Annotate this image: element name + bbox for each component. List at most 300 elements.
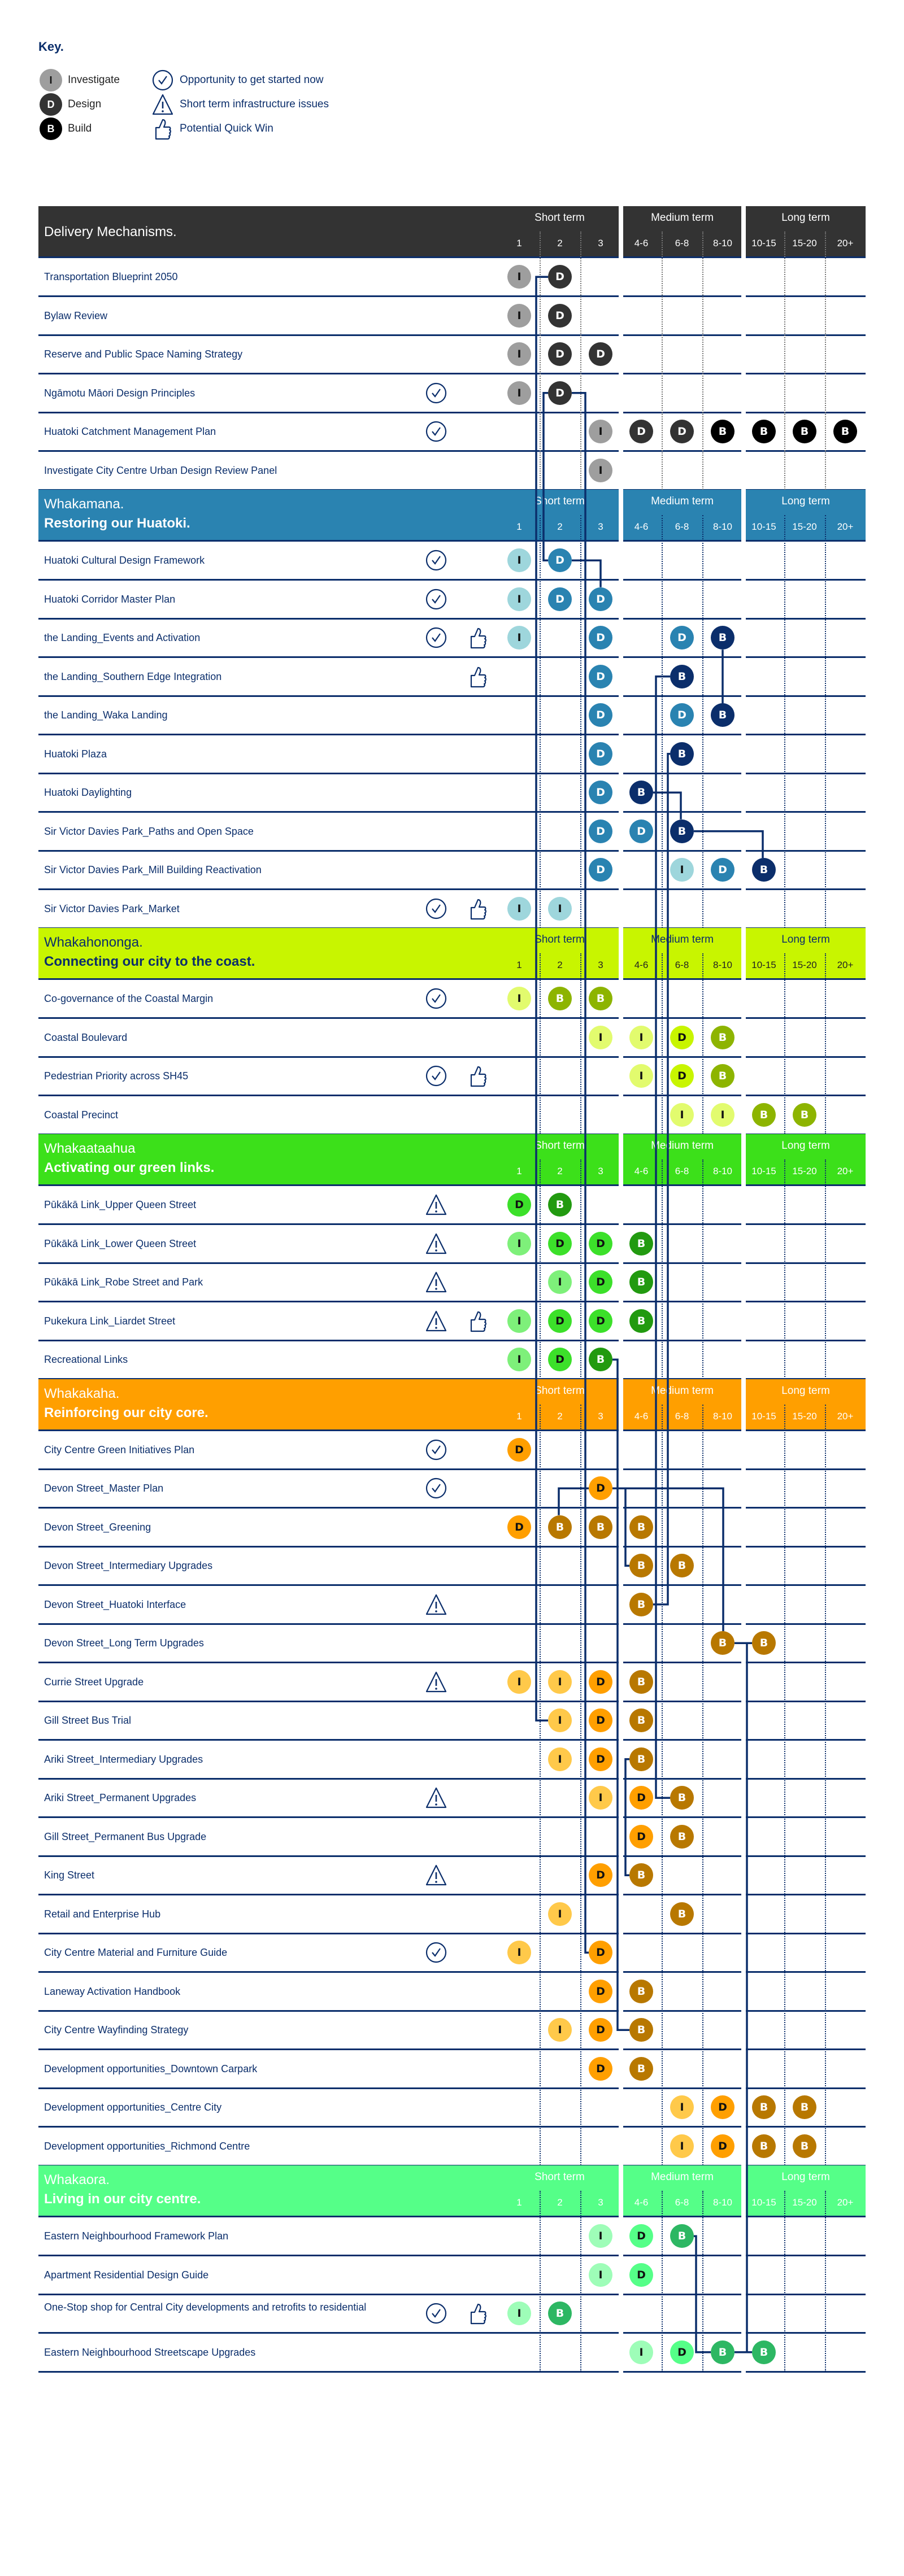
row-divider — [746, 773, 866, 774]
project-name[interactable]: One-Stop shop for Central City developments and retrofits to residential — [44, 2302, 367, 2313]
connector-line — [612, 1359, 629, 2030]
phase-badge-build: B — [833, 420, 857, 443]
project-name[interactable]: Ariki Street_Intermediary Upgrades — [44, 1753, 203, 1765]
row-divider — [38, 1933, 501, 1934]
row-divider — [623, 656, 741, 658]
project-name[interactable]: Gill Street_Permanent Bus Upgrade — [44, 1830, 207, 1842]
phase-badge-build: B — [752, 1631, 776, 1655]
project-name[interactable]: Currie Street Upgrade — [44, 1676, 144, 1688]
row-divider — [38, 1894, 501, 1895]
project-name[interactable]: Investigate City Centre Urban Design Review Panel — [44, 464, 277, 476]
term-header-short-term — [501, 2165, 619, 2217]
connector-line — [559, 1488, 589, 1515]
row-divider — [746, 1778, 866, 1780]
row-divider — [38, 656, 501, 658]
phase-badge-build: B — [711, 1631, 734, 1655]
term-header-long-term — [746, 2165, 866, 2217]
row-divider — [501, 1662, 619, 1663]
phase-badge-investigate: I — [548, 2018, 572, 2042]
project-name[interactable]: Ariki Street_Permanent Upgrades — [44, 1792, 197, 1804]
phase-badge-build: B — [711, 2340, 734, 2364]
row-divider — [38, 2371, 501, 2373]
row-divider — [746, 1095, 866, 1096]
row-divider — [623, 734, 741, 735]
phase-badge-build: B — [629, 1270, 653, 1294]
row-divider — [38, 540, 501, 542]
check-circle-icon — [425, 1439, 447, 1461]
project-name[interactable]: Huatoki Plaza — [44, 748, 107, 760]
row-divider — [623, 888, 741, 890]
row-divider — [623, 2048, 741, 2050]
year-column-label: 20+ — [837, 1410, 854, 1422]
row-divider — [501, 1855, 619, 1857]
project-name[interactable]: Retail and Enterprise Hub — [44, 1908, 161, 1920]
key-label: Investigate — [68, 74, 120, 86]
row-divider — [623, 373, 741, 374]
row-divider — [38, 1262, 501, 1264]
row-divider — [38, 256, 501, 258]
year-column-label: 15-20 — [792, 1166, 817, 1176]
project-name[interactable]: Pūkākā Link_Robe Street and Park — [44, 1276, 203, 1288]
row-divider — [623, 412, 741, 413]
row-divider — [38, 888, 501, 890]
column-divider — [662, 1160, 663, 1379]
phase-badge-design: D — [589, 703, 612, 727]
warning-triangle-icon — [425, 1671, 447, 1693]
thumbs-up-icon — [467, 665, 489, 688]
year-column-label: 3 — [598, 2197, 603, 2208]
phase-badge-investigate: I — [589, 2263, 612, 2287]
row-divider — [501, 1894, 619, 1895]
connector-line — [747, 1643, 752, 2352]
project-name[interactable]: City Centre Material and Furniture Guide — [44, 1947, 228, 1959]
section-header — [38, 2165, 501, 2217]
year-column-label: 6-8 — [675, 238, 689, 249]
phase-badge-investigate: I — [589, 1786, 612, 1810]
row-divider — [38, 1095, 501, 1096]
row-divider — [746, 2126, 866, 2128]
project-name[interactable]: Sir Victor Davies Park_Market — [44, 903, 180, 914]
project-name[interactable]: Pūkākā Link_Lower Queen Street — [44, 1237, 197, 1249]
project-name[interactable]: King Street — [44, 1869, 95, 1881]
column-divider — [702, 515, 703, 928]
project-name[interactable]: the Landing_Events and Activation — [44, 632, 201, 644]
project-name[interactable]: Sir Victor Davies Park_Paths and Open Space — [44, 825, 254, 837]
column-divider — [580, 2191, 581, 2372]
project-name[interactable]: Huatoki Corridor Master Plan — [44, 593, 176, 605]
check-circle-icon — [425, 549, 447, 572]
phase-badge-investigate: I — [670, 2134, 694, 2158]
row-divider — [38, 1340, 501, 1341]
row-divider — [38, 2294, 501, 2295]
thumbs-up-icon — [467, 897, 489, 920]
row-divider — [623, 1223, 741, 1225]
term-header-medium-term — [623, 1134, 741, 1185]
check-circle-icon — [425, 420, 447, 443]
phase-badge-design: D — [589, 1670, 612, 1694]
project-name[interactable]: Ngāmotu Māori Design Principles — [44, 387, 195, 399]
column-divider — [662, 2191, 663, 2372]
phase-badge-investigate: I — [507, 265, 531, 289]
thumbs-up-icon — [467, 1065, 489, 1087]
row-divider — [38, 2255, 501, 2256]
row-divider — [501, 734, 619, 735]
term-header-medium-term — [623, 1379, 741, 1431]
column-divider — [825, 232, 826, 490]
column-divider — [702, 953, 703, 1134]
term-label: Medium term — [651, 212, 714, 224]
check-circle-icon — [425, 1065, 447, 1087]
row-divider — [38, 2048, 501, 2050]
check-circle-icon — [425, 897, 447, 920]
project-name[interactable]: Pukekura Link_Liardet Street — [44, 1315, 176, 1327]
section-subtitle: Activating our green links. — [44, 1160, 215, 1175]
row-divider — [501, 1223, 619, 1225]
project-name[interactable]: Devon Street_Greening — [44, 1521, 151, 1533]
row-divider — [501, 1623, 619, 1625]
phase-badge-investigate: I — [711, 1103, 734, 1127]
column-divider — [540, 1405, 541, 2166]
phase-badge-investigate: I — [629, 1064, 653, 1088]
row-divider — [38, 1739, 501, 1741]
row-divider — [501, 295, 619, 297]
phase-badge-build: B — [752, 420, 776, 443]
year-column-label: 10-15 — [751, 521, 776, 532]
row-divider — [746, 1855, 866, 1857]
project-name[interactable]: Devon Street_Huatoki Interface — [44, 1598, 186, 1610]
phase-badge-design: D — [711, 858, 734, 882]
row-divider — [501, 540, 619, 542]
phase-badge-investigate: I — [548, 1708, 572, 1732]
row-divider — [623, 978, 741, 980]
phase-badge-build: B — [670, 742, 694, 766]
connector-line — [656, 677, 670, 1798]
year-column-label: 1 — [516, 2197, 522, 2208]
row-divider — [623, 1301, 741, 1302]
row-divider — [38, 1855, 501, 1857]
warning-triangle-icon — [425, 1232, 447, 1255]
row-divider — [623, 1017, 741, 1019]
term-label: Medium term — [651, 495, 714, 507]
row-divider — [38, 1662, 501, 1663]
project-name[interactable]: City Centre Wayfinding Strategy — [44, 2024, 189, 2036]
row-divider — [38, 1971, 501, 1973]
term-header-long-term — [746, 206, 866, 258]
row-divider — [38, 2332, 501, 2334]
phase-badge-investigate: I — [589, 459, 612, 482]
project-name[interactable]: the Landing_Southern Edge Integration — [44, 670, 222, 682]
section-header — [38, 928, 501, 979]
row-divider — [623, 773, 741, 774]
section-title: Delivery Mechanisms. — [44, 224, 177, 239]
row-divider — [746, 618, 866, 620]
project-name[interactable]: Pūkākā Link_Upper Queen Street — [44, 1199, 197, 1211]
row-divider — [38, 412, 501, 413]
row-divider — [746, 1017, 866, 1019]
column-divider — [784, 953, 785, 1134]
phase-badge-investigate: I — [548, 1270, 572, 1294]
year-column-label: 1 — [516, 238, 522, 249]
column-divider — [825, 1405, 826, 2166]
row-divider — [501, 1056, 619, 1058]
phase-badge-design: D — [548, 265, 572, 289]
row-divider — [38, 811, 501, 813]
project-name[interactable]: Reserve and Public Space Naming Strategy — [44, 348, 243, 360]
project-name[interactable]: Coastal Boulevard — [44, 1031, 128, 1043]
phase-badge-build: B — [629, 2057, 653, 2081]
project-name[interactable]: Laneway Activation Handbook — [44, 1985, 181, 1997]
row-divider — [623, 1855, 741, 1857]
phase-badge-design: D — [629, 2224, 653, 2248]
column-divider — [662, 515, 663, 928]
row-divider — [746, 256, 866, 258]
row-divider — [38, 1017, 501, 1019]
row-divider — [38, 450, 501, 452]
row-divider — [501, 256, 619, 258]
row-divider — [501, 334, 619, 336]
project-name[interactable]: Sir Victor Davies Park_Mill Building Reactivation — [44, 864, 262, 876]
row-divider — [38, 1701, 501, 1702]
thumbs-up-icon — [467, 2302, 489, 2325]
term-header-short-term — [501, 1379, 619, 1431]
row-divider — [746, 734, 866, 735]
row-divider — [746, 1223, 866, 1225]
row-divider — [746, 2010, 866, 2012]
year-column-label: 20+ — [837, 521, 854, 532]
column-divider — [662, 953, 663, 1134]
term-header-long-term — [746, 928, 866, 979]
phase-badge-design: D — [629, 820, 653, 843]
project-name[interactable]: Devon Street_Master Plan — [44, 1483, 164, 1494]
project-name[interactable]: Devon Street_Long Term Upgrades — [44, 1637, 204, 1649]
key-item-design — [40, 93, 101, 116]
row-divider — [38, 1301, 501, 1302]
phase-badge-design: D — [589, 781, 612, 804]
year-column-label: 4-6 — [634, 238, 649, 249]
row-divider — [38, 1584, 501, 1586]
row-divider — [38, 334, 501, 336]
row-divider — [501, 2371, 619, 2373]
term-label: Short term — [534, 495, 585, 507]
phase-badge-build: B — [793, 1103, 816, 1127]
row-divider — [501, 1340, 619, 1341]
row-divider — [623, 1701, 741, 1702]
project-name[interactable]: Transportation Blueprint 2050 — [44, 271, 178, 283]
project-name[interactable]: Coastal Precinct — [44, 1109, 119, 1121]
phase-badge-build: B — [548, 2302, 572, 2325]
phase-badge-design: D — [507, 1515, 531, 1539]
row-divider — [501, 1184, 619, 1186]
row-divider — [623, 2126, 741, 2128]
phase-badge-design: D — [670, 420, 694, 443]
row-divider — [38, 695, 501, 697]
term-header-short-term — [501, 1134, 619, 1185]
phase-badge-design: D — [589, 1980, 612, 2003]
term-header-long-term — [746, 490, 866, 541]
check-circle-icon — [425, 2302, 447, 2325]
project-name[interactable]: Devon Street_Intermediary Upgrades — [44, 1560, 213, 1572]
project-name[interactable]: Huatoki Cultural Design Framework — [44, 555, 205, 566]
project-name[interactable]: City Centre Green Initiatives Plan — [44, 1444, 195, 1455]
row-divider — [746, 2216, 866, 2217]
section-subtitle: Connecting our city to the coast. — [44, 954, 255, 969]
phase-badge-design: D — [589, 1232, 612, 1256]
row-divider — [38, 1623, 501, 1625]
row-divider — [501, 1933, 619, 1934]
project-name[interactable]: Bylaw Review — [44, 310, 108, 321]
project-name[interactable]: Pedestrian Priority across SH45 — [44, 1070, 189, 1082]
year-column-label: 2 — [557, 1166, 563, 1176]
term-label: Medium term — [651, 1384, 714, 1397]
term-label: Long term — [781, 212, 830, 224]
term-header-medium-term — [623, 490, 741, 541]
phase-badge-build: B — [670, 2224, 694, 2248]
row-divider — [623, 618, 741, 620]
key-item-check-circle — [151, 69, 324, 91]
year-column-label: 6-8 — [675, 521, 689, 532]
column-divider — [702, 232, 703, 490]
project-name[interactable]: Development opportunities_Downtown Carpark — [44, 2063, 258, 2074]
phase-badge-build: B — [670, 820, 694, 843]
thumbs-up-icon — [151, 117, 174, 140]
year-column-label: 1 — [516, 1166, 522, 1176]
phase-badge-build: B — [793, 420, 816, 443]
row-divider — [623, 540, 741, 542]
row-divider — [746, 978, 866, 980]
term-header-long-term — [746, 1379, 866, 1431]
row-divider — [746, 579, 866, 581]
phase-badge-investigate: I — [548, 1670, 572, 1694]
warning-triangle-icon — [151, 93, 174, 116]
column-divider — [702, 2191, 703, 2372]
row-divider — [623, 1662, 741, 1663]
project-name[interactable]: Apartment Residential Design Guide — [44, 2269, 209, 2281]
row-divider — [501, 1017, 619, 1019]
project-name[interactable]: Co-governance of the Coastal Margin — [44, 993, 214, 1005]
column-divider — [825, 2191, 826, 2372]
section-header — [38, 490, 501, 541]
key-item-warning-triangle — [151, 93, 329, 116]
row-divider — [501, 656, 619, 658]
year-column-label: 8-10 — [712, 960, 733, 970]
phase-badge-investigate: I — [507, 2302, 531, 2325]
row-divider — [501, 695, 619, 697]
check-circle-icon — [425, 987, 447, 1010]
phase-badge-investigate: I — [507, 897, 531, 921]
row-divider — [501, 373, 619, 374]
row-divider — [746, 1429, 866, 1431]
row-divider — [623, 1971, 741, 1973]
row-divider — [746, 1662, 866, 1663]
row-divider — [38, 579, 501, 581]
row-divider — [38, 773, 501, 774]
phase-badge-build: B — [670, 1825, 694, 1849]
column-divider — [540, 1160, 541, 1379]
row-divider — [501, 2255, 619, 2256]
warning-triangle-icon — [425, 1193, 447, 1216]
phase-badge-build: B — [711, 1064, 734, 1088]
phase-badge-investigate: I — [507, 1670, 531, 1694]
row-divider — [623, 1816, 741, 1818]
column-divider — [580, 953, 581, 1134]
key-title: Key. — [38, 40, 64, 54]
row-divider — [746, 811, 866, 813]
phase-badge-investigate: I — [589, 420, 612, 443]
term-header-short-term — [501, 206, 619, 258]
row-divider — [746, 1301, 866, 1302]
project-name[interactable]: Eastern Neighbourhood Framework Plan — [44, 2230, 229, 2242]
phase-badge-investigate: I — [548, 1747, 572, 1771]
column-divider — [825, 1160, 826, 1379]
row-divider — [501, 2010, 619, 2012]
project-name[interactable]: the Landing_Waka Landing — [44, 709, 168, 721]
term-label: Long term — [781, 1140, 830, 1152]
key-label: Opportunity to get started now — [180, 74, 324, 86]
phase-badge-design: D — [629, 1825, 653, 1849]
year-column-label: 3 — [598, 1410, 603, 1422]
project-name[interactable]: Development opportunities_Centre City — [44, 2102, 222, 2113]
row-divider — [38, 1816, 501, 1818]
year-column-label: 6-8 — [675, 2197, 689, 2208]
phase-badge-build: B — [629, 1554, 653, 1577]
row-divider — [746, 1739, 866, 1741]
phase-badge-investigate: I — [507, 342, 531, 366]
phase-build-badge: B — [40, 117, 62, 140]
year-column-label: 2 — [557, 1410, 563, 1422]
connector-line — [612, 1488, 629, 1566]
phase-badge-design: D — [589, 1309, 612, 1333]
project-name[interactable]: Gill Street Bus Trial — [44, 1715, 132, 1727]
project-name[interactable]: Huatoki Daylighting — [44, 787, 132, 799]
phase-badge-design: D — [629, 1786, 653, 1810]
year-column-label: 8-10 — [712, 1166, 733, 1176]
term-label: Medium term — [651, 934, 714, 945]
row-divider — [623, 695, 741, 697]
connector-line — [612, 1488, 723, 1631]
phase-badge-investigate: I — [507, 1232, 531, 1256]
year-column-label: 3 — [598, 1166, 603, 1176]
year-column-label: 2 — [557, 2197, 563, 2208]
project-name[interactable]: Huatoki Catchment Management Plan — [44, 426, 216, 438]
row-divider — [501, 2126, 619, 2128]
row-divider — [501, 773, 619, 774]
phase-badge-build: B — [711, 703, 734, 727]
phase-badge-investigate: I — [548, 897, 572, 921]
column-divider — [702, 1405, 703, 2166]
phase-badge-build: B — [589, 987, 612, 1010]
row-divider — [38, 1223, 501, 1225]
year-column-label: 15-20 — [792, 521, 817, 532]
row-divider — [623, 2371, 741, 2373]
term-label: Long term — [781, 495, 830, 507]
term-label: Short term — [534, 212, 585, 224]
warning-triangle-icon — [425, 1864, 447, 1886]
project-name[interactable]: Eastern Neighbourhood Streetscape Upgrades — [44, 2346, 256, 2358]
phase-badge-design: D — [589, 1747, 612, 1771]
term-header-short-term — [501, 490, 619, 541]
phase-badge-build: B — [670, 1554, 694, 1577]
project-name[interactable]: Development opportunities_Richmond Centre — [44, 2140, 250, 2152]
phase-badge-build: B — [711, 626, 734, 650]
phase-badge-design: D — [589, 665, 612, 688]
phase-badge-design: D — [589, 587, 612, 611]
year-column-label: 8-10 — [712, 521, 733, 532]
project-name[interactable]: Recreational Links — [44, 1354, 128, 1366]
row-divider — [746, 850, 866, 852]
row-divider — [38, 1468, 501, 1470]
year-column-label: 8-10 — [712, 238, 733, 249]
phase-badge-investigate: I — [629, 1026, 653, 1049]
